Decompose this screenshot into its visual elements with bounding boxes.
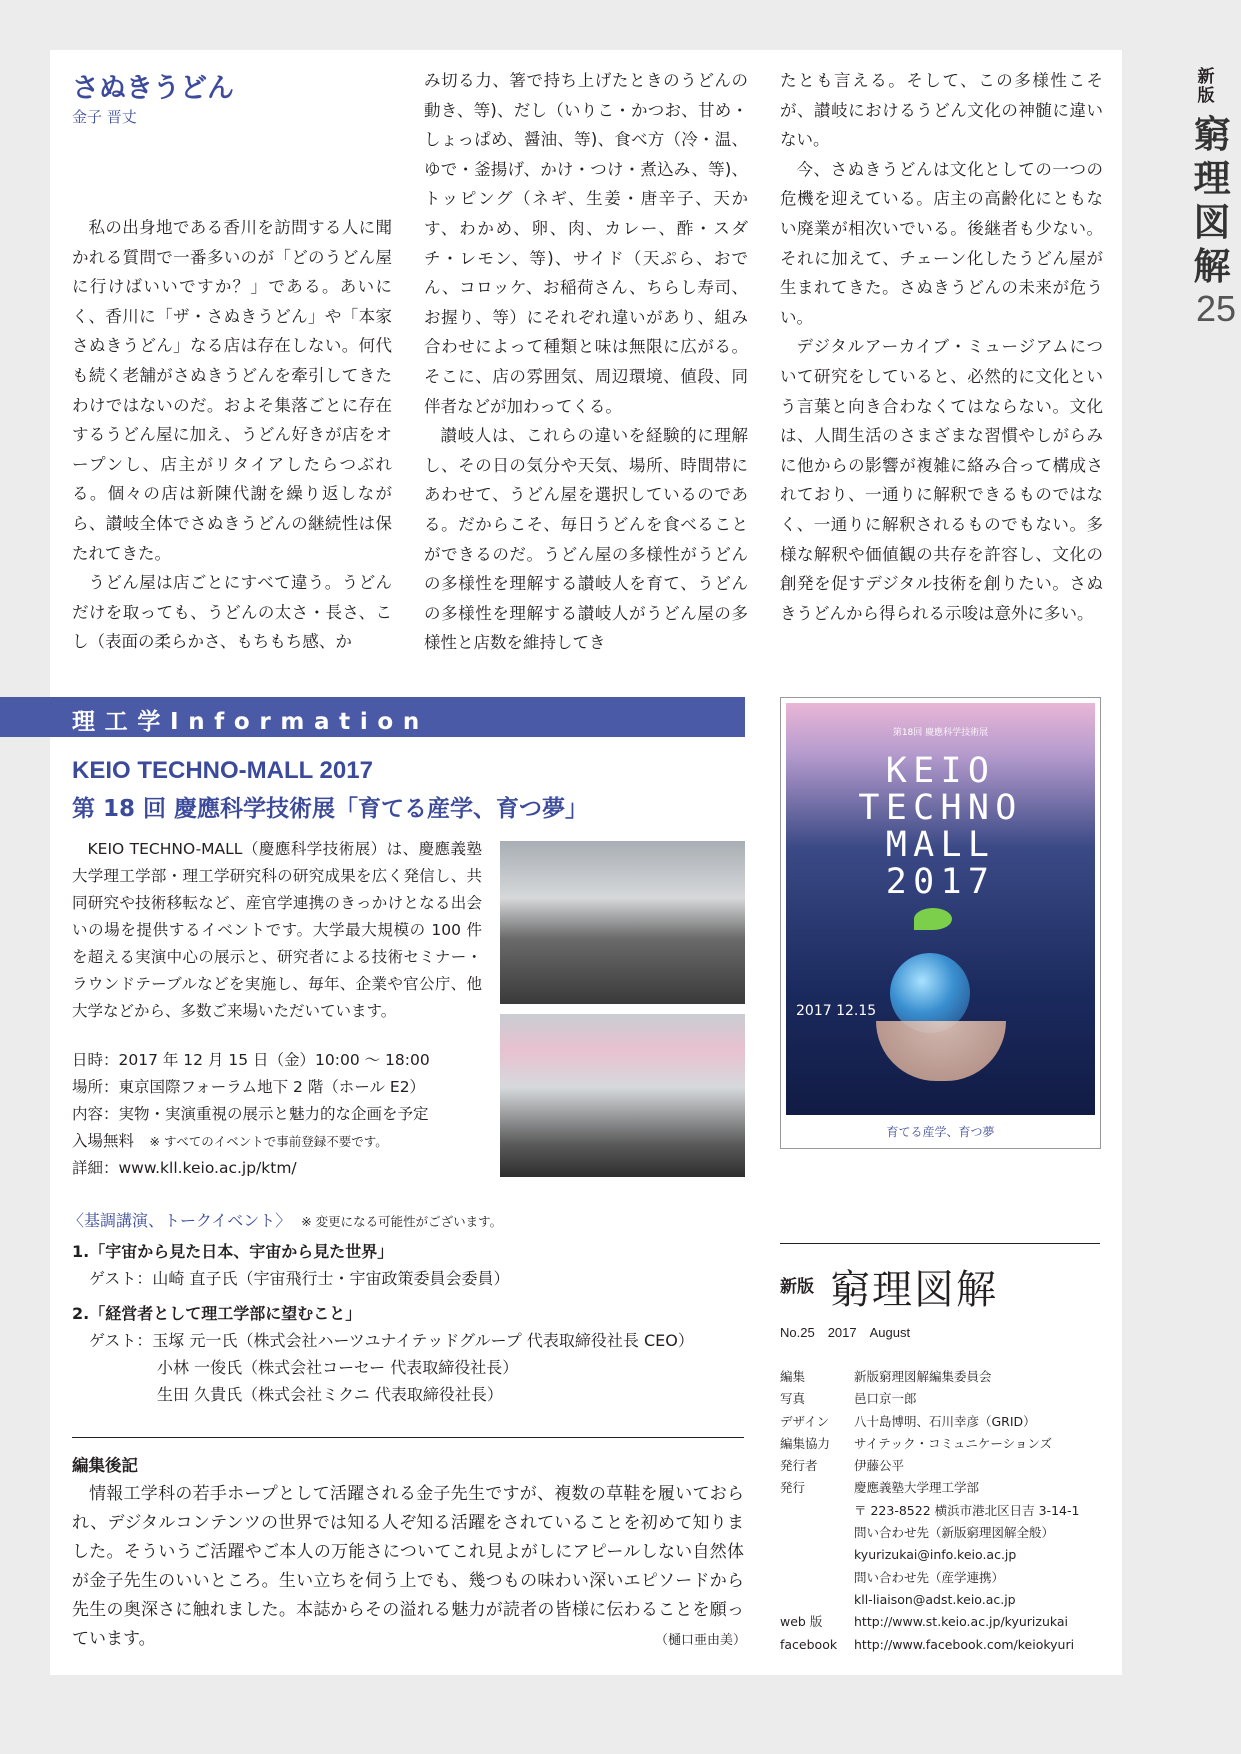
event-date: 日時：2017 年 12 月 15 日（金）10:00 ～ 18:00 [72,1051,430,1069]
poster-line: MALL [885,825,996,865]
hands-icon [876,1021,1006,1081]
masthead-new-label: 新版 [780,1277,814,1297]
colophon-value: サイテック・コミュニケーションズ [854,1435,1053,1451]
side-new-label: 新版 [1197,67,1215,106]
talk-1-title: 1.「宇宙から見た日本、宇宙から見た世界」 [72,1242,394,1261]
colophon-value: 問い合わせ先（新版窮理図解全般） [854,1525,1055,1541]
essay-column-3 [780,66,1103,628]
poster-line: KEIO [885,751,996,791]
facebook-link[interactable]: http://www.facebook.com/keiokyuri [854,1636,1075,1652]
paragraph: 今、さぬきうどんは文化としての一つの危機を迎えている。店主の高齢化にともない廃業が相次いでいる。後継者も少ない。それに加えて、チェーン化したうどん屋が生まれてきた。さぬきうどんの未来が危うい。 [780,159,1103,327]
event-place: 場所：東京国際フォーラム地下 2 階（ホール E2） [72,1078,426,1096]
colophon-value: 慶應義塾大学理工学部 [854,1480,980,1496]
postscript-body: 情報工学科の若手ホープとして活躍される金子先生ですが、複数の草鞋を履いておられ、デジタルコンテンツの世界では知る人ぞ知る活躍をされていることを初めて知りました。そういうご活躍やご本人の万能さについてこれ見よがしにアピールしない自然体が金子先生のいいところ。生い立ちを伺う上でも、幾つもの味わい深いエピソードから先生の奥深さに触れました。本誌からその溢れる魅力が読者の皆様に伝わることを願っています。 [72,1484,744,1649]
event-title: KEIO TECHNO-MALL 2017 [72,757,373,784]
admission-label: 入場無料 [72,1132,135,1150]
event-poster [780,697,1101,1149]
essay-column-1 [72,213,392,657]
sprout-icon [914,908,952,930]
colophon-key: 写真 [780,1391,806,1407]
colophon-key: web 版 [780,1614,823,1630]
colophon-key: 編集協力 [780,1435,831,1451]
essay-author: 金子 晋丈 [72,108,137,126]
poster-logo-text [786,753,1095,901]
colophon-key: 発行者 [780,1458,818,1474]
poster-line: 2017 [885,862,996,902]
paragraph: 讃岐人は、これらの違いを経験的に理解し、その日の気分や天気、場所、時間帯にあわせて、うどん屋を選択しているのである。だからこそ、毎日うどんを食べることができるのだ。うどん屋の多様性がうどんの多様性を理解する讃岐人を育て、うどんの多様性を理解する讃岐人がうどん屋の多様性と店数を維持してき [424,426,748,653]
event-subtitle: 第 18 回 慶應科学技術展「育てる産学、育つ夢」 [72,796,589,822]
paragraph: 私の出身地である香川を訪問する人に聞かれる質問で一番多いのが「どのうどん屋に行けばいいですか？」である。あいにく、香川に「ザ・さぬきうどん」や「本家さぬきうどん」なる店は存在しない。何代も続く老舗がさぬきうどんを牽引してきたわけではないのだ。およそ集落ごとに存在するうどん屋に加え、うどん好きが店をオープンし、店主がリタイアしたらつぶれる。個々の店は新陳代謝を繰り返しながら、讃岐全体でさぬきうどんの継続性は保たれてきた。 [72,218,392,563]
info-section-label: 理工学Information [72,709,429,735]
postscript-signature: （樋口亜由美） [655,1633,747,1648]
event-details [72,1047,430,1182]
colophon-value: 八十島博明、石川幸彦（GRID） [854,1413,1036,1429]
colophon-value: 伊藤公平 [854,1458,905,1474]
event-hall-photo [500,841,745,1004]
talks-note: ※ 変更になる可能性がございます。 [301,1214,503,1229]
talk-2-guest-1: ゲスト：玉塚 元一氏（株式会社ハーツユナイテッドグループ 代表取締役社長 CEO） [89,1331,694,1350]
poster-line: TECHNO [858,788,1023,828]
event-description: KEIO TECHNO-MALL（慶應科学技術展）は、慶應義塾大学理工学部・理工学研究科の研究成果を広く発信し、共同研究や技術移転など、産官学連携のきっかけとなる出会いの場を提供するイベントです。大学最大規模の 100 件を超える実演中心の展示と、研究者による技術セミナー・ラウンドテーブルなどを実施し、毎年、企業や官公庁、他大学などから、多数ご来場いただいています。 [72,840,482,1020]
page-number: 25 [1196,288,1237,329]
paragraph: み切る力、箸で持ち上げたときのうどんの動き、等)、だし（いりこ・かつお、甘め・しょっぱめ、醤油、等)、食べ方（冷・温、ゆで・釜揚げ、かけ・つけ・煮込み、等)、トッピング（ネギ、生姜・唐辛子、天かす、わかめ、卵、肉、カレー、酢・スダチ・レモン、等)、サイド（天ぷら、おでん、コロッケ、お稲荷さん、ちらし寿司、お握り、等）にそれぞれ違いがあり、組み合わせによって種類と味は無限に広がる。そこに、店の雰囲気、周辺環境、値段、同伴者などが加わってくる。 [424,71,748,416]
exhibition-booth-photo [500,1014,745,1177]
poster-caption: 育てる産学、育つ夢 [886,1125,995,1139]
event-content: 内容：実物・実演重視の展示と魅力的な企画を予定 [72,1105,429,1123]
contact-email[interactable]: kyurizukai@info.keio.ac.jp [854,1547,1017,1563]
web-link[interactable]: http://www.st.keio.ac.jp/kyurizukai [854,1614,1069,1630]
colophon-key: 発行 [780,1480,806,1496]
divider [780,1243,1100,1244]
colophon-value: 新版窮理図解編集委員会 [854,1369,992,1384]
side-title: 窮理図解 [1193,112,1231,288]
talk-1-guest: ゲスト：山崎 直子氏（宇宙飛行士・宇宙政策委員会委員） [89,1269,510,1288]
masthead-issue: No.25 2017 August [780,1325,911,1340]
colophon-value: 邑口京一郎 [854,1391,917,1407]
info-section-bar [0,697,745,737]
paragraph: うどん屋は店ごとにすべて違う。うどんだけを取っても、うどんの太さ・長さ、こし（表面の柔らかさ、もちもち感、か [72,573,392,652]
essay-column-2 [424,66,748,658]
divider [72,1437,744,1438]
talks-heading [68,1208,502,1231]
talk-2-guest-3: 生田 久貴氏（株式会社ミクニ 代表取締役社長） [157,1385,503,1404]
colophon-key: facebook [780,1636,838,1652]
paragraph: たとも言える。そして、この多様性こそが、讃岐におけるうどん文化の神髄に違いない。 [780,71,1103,150]
poster-header: 第18回 慶應科学技術展 [892,728,989,738]
talk-2-title: 2.「経営者として理工学部に望むこと」 [72,1304,362,1323]
essay-title: さぬきうどん [72,73,234,104]
paragraph: デジタルアーカイブ・ミュージアムについて研究をしていると、必然的に文化という言葉と向き合わなくてはならない。文化は、人間生活のさまざまな習慣やしがらみに他からの影響が複雑に絡み合って構成されており、一通りに解釈できるものではなく、一通りに解釈されるものでもない。多様な解釈や価値観の共存を許容し、文化の創発を促すデジタル技術を創りたい。さぬきうどんから得られる示唆は意外に多い。 [780,337,1103,623]
talks-heading-text: 〈基調講演、トークイベント〉 [68,1211,292,1230]
talk-2-guest-2: 小林 一俊氏（株式会社コーセー 代表取締役社長） [157,1358,519,1377]
poster-date: 2017 12.15 [796,1003,877,1019]
masthead-title: 窮理図解 [830,1267,998,1313]
event-url[interactable]: 詳細：www.kll.keio.ac.jp/ktm/ [72,1159,297,1177]
poster-artwork [786,703,1095,1115]
colophon-key: デザイン [780,1413,830,1429]
admission-note: ※ すべてのイベントで事前登録不要です。 [149,1134,388,1149]
colophon-value: 問い合わせ先（産学連携） [854,1569,1005,1585]
contact-email[interactable]: kll-liaison@adst.keio.ac.jp [854,1591,1016,1607]
colophon-key: 編集 [780,1369,806,1384]
event-admission [72,1128,430,1155]
postscript-heading: 編集後記 [72,1456,138,1475]
colophon-value: 〒 223-8522 横浜市港北区日吉 3-14-1 [854,1502,1080,1518]
